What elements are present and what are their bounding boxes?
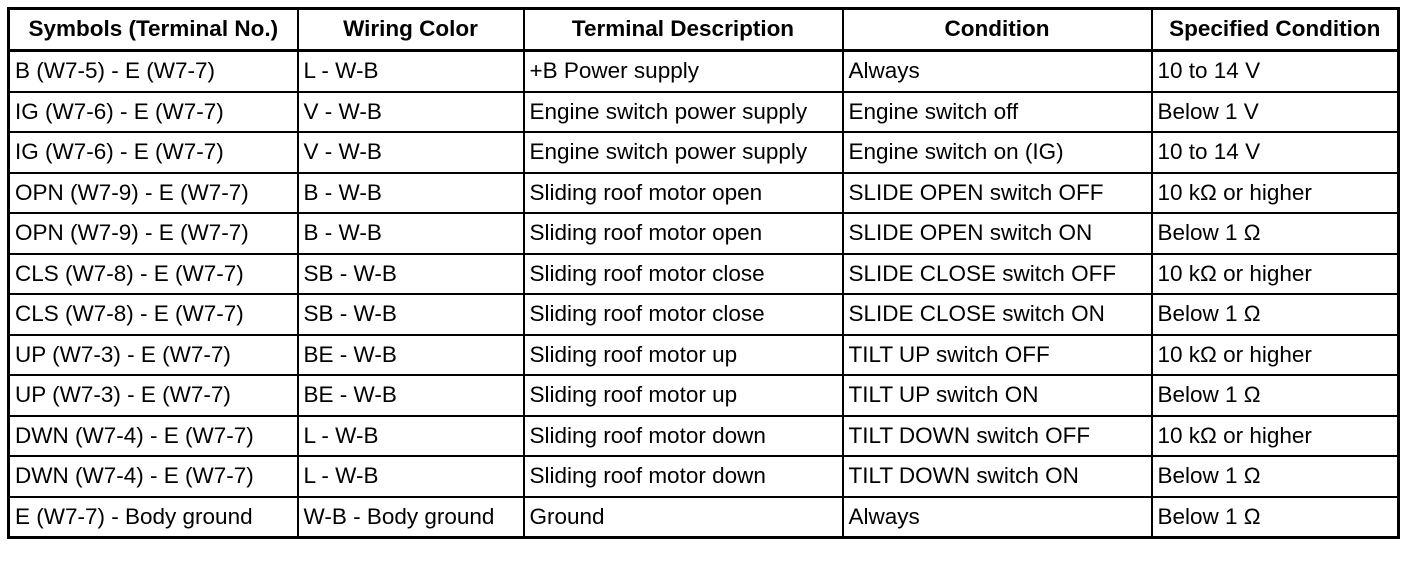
table-row	[9, 335, 1399, 376]
cell-terminal-description: Sliding roof motor up	[524, 335, 843, 376]
cell-condition: Engine switch off	[843, 92, 1152, 133]
cell-symbols: IG (W7-6) - E (W7-7)	[9, 92, 298, 133]
cell-wiring-color: L - W-B	[298, 51, 524, 92]
table-row	[9, 254, 1399, 295]
cell-wiring-color: B - W-B	[298, 173, 524, 214]
cell-wiring-color: L - W-B	[298, 416, 524, 457]
table-row	[9, 294, 1399, 335]
cell-symbols: OPN (W7-9) - E (W7-7)	[9, 213, 298, 254]
cell-terminal-description: Sliding roof motor close	[524, 294, 843, 335]
cell-wiring-color: L - W-B	[298, 456, 524, 497]
cell-terminal-description: Sliding roof motor close	[524, 254, 843, 295]
cell-condition: Always	[843, 51, 1152, 92]
cell-specified-condition: 10 to 14 V	[1152, 51, 1399, 92]
cell-specified-condition: 10 kΩ or higher	[1152, 416, 1399, 457]
cell-terminal-description: Engine switch power supply	[524, 92, 843, 133]
table-header	[9, 9, 1399, 51]
cell-symbols: IG (W7-6) - E (W7-7)	[9, 132, 298, 173]
header-symbols: Symbols (Terminal No.)	[9, 9, 298, 51]
cell-terminal-description: Sliding roof motor down	[524, 456, 843, 497]
cell-wiring-color: W-B - Body ground	[298, 497, 524, 538]
cell-condition: SLIDE OPEN switch ON	[843, 213, 1152, 254]
cell-wiring-color: V - W-B	[298, 92, 524, 133]
header-specified-condition: Specified Condition	[1152, 9, 1399, 51]
cell-condition: TILT DOWN switch OFF	[843, 416, 1152, 457]
cell-symbols: DWN (W7-4) - E (W7-7)	[9, 456, 298, 497]
cell-terminal-description: Sliding roof motor open	[524, 173, 843, 214]
table-row	[9, 416, 1399, 457]
cell-wiring-color: BE - W-B	[298, 375, 524, 416]
cell-specified-condition: 10 kΩ or higher	[1152, 335, 1399, 376]
cell-terminal-description: Ground	[524, 497, 843, 538]
cell-specified-condition: 10 kΩ or higher	[1152, 254, 1399, 295]
cell-condition: TILT UP switch ON	[843, 375, 1152, 416]
header-wiring-color: Wiring Color	[298, 9, 524, 51]
cell-symbols: OPN (W7-9) - E (W7-7)	[9, 173, 298, 214]
cell-specified-condition: 10 kΩ or higher	[1152, 173, 1399, 214]
cell-condition: Always	[843, 497, 1152, 538]
table-row	[9, 213, 1399, 254]
cell-symbols: B (W7-5) - E (W7-7)	[9, 51, 298, 92]
cell-wiring-color: V - W-B	[298, 132, 524, 173]
cell-condition: SLIDE OPEN switch OFF	[843, 173, 1152, 214]
cell-symbols: CLS (W7-8) - E (W7-7)	[9, 254, 298, 295]
table-row	[9, 375, 1399, 416]
table-body	[9, 51, 1399, 538]
cell-specified-condition: Below 1 Ω	[1152, 375, 1399, 416]
cell-specified-condition: 10 to 14 V	[1152, 132, 1399, 173]
cell-symbols: E (W7-7) - Body ground	[9, 497, 298, 538]
cell-wiring-color: BE - W-B	[298, 335, 524, 376]
cell-condition: Engine switch on (IG)	[843, 132, 1152, 173]
cell-terminal-description: Sliding roof motor open	[524, 213, 843, 254]
cell-terminal-description: +B Power supply	[524, 51, 843, 92]
cell-wiring-color: SB - W-B	[298, 294, 524, 335]
cell-wiring-color: B - W-B	[298, 213, 524, 254]
cell-specified-condition: Below 1 Ω	[1152, 497, 1399, 538]
cell-symbols: DWN (W7-4) - E (W7-7)	[9, 416, 298, 457]
cell-terminal-description: Engine switch power supply	[524, 132, 843, 173]
table-row	[9, 173, 1399, 214]
cell-wiring-color: SB - W-B	[298, 254, 524, 295]
cell-symbols: CLS (W7-8) - E (W7-7)	[9, 294, 298, 335]
cell-terminal-description: Sliding roof motor down	[524, 416, 843, 457]
cell-specified-condition: Below 1 V	[1152, 92, 1399, 133]
cell-specified-condition: Below 1 Ω	[1152, 294, 1399, 335]
header-terminal-description: Terminal Description	[524, 9, 843, 51]
cell-condition: TILT UP switch OFF	[843, 335, 1152, 376]
table-row	[9, 51, 1399, 92]
cell-condition: SLIDE CLOSE switch OFF	[843, 254, 1152, 295]
table-row	[9, 132, 1399, 173]
table-row	[9, 456, 1399, 497]
cell-specified-condition: Below 1 Ω	[1152, 213, 1399, 254]
header-row	[9, 9, 1399, 51]
cell-symbols: UP (W7-3) - E (W7-7)	[9, 335, 298, 376]
cell-condition: SLIDE CLOSE switch ON	[843, 294, 1152, 335]
table-row	[9, 497, 1399, 538]
header-condition: Condition	[843, 9, 1152, 51]
cell-symbols: UP (W7-3) - E (W7-7)	[9, 375, 298, 416]
table-row	[9, 92, 1399, 133]
cell-condition: TILT DOWN switch ON	[843, 456, 1152, 497]
cell-specified-condition: Below 1 Ω	[1152, 456, 1399, 497]
terminal-spec-table	[7, 7, 1400, 539]
cell-terminal-description: Sliding roof motor up	[524, 375, 843, 416]
